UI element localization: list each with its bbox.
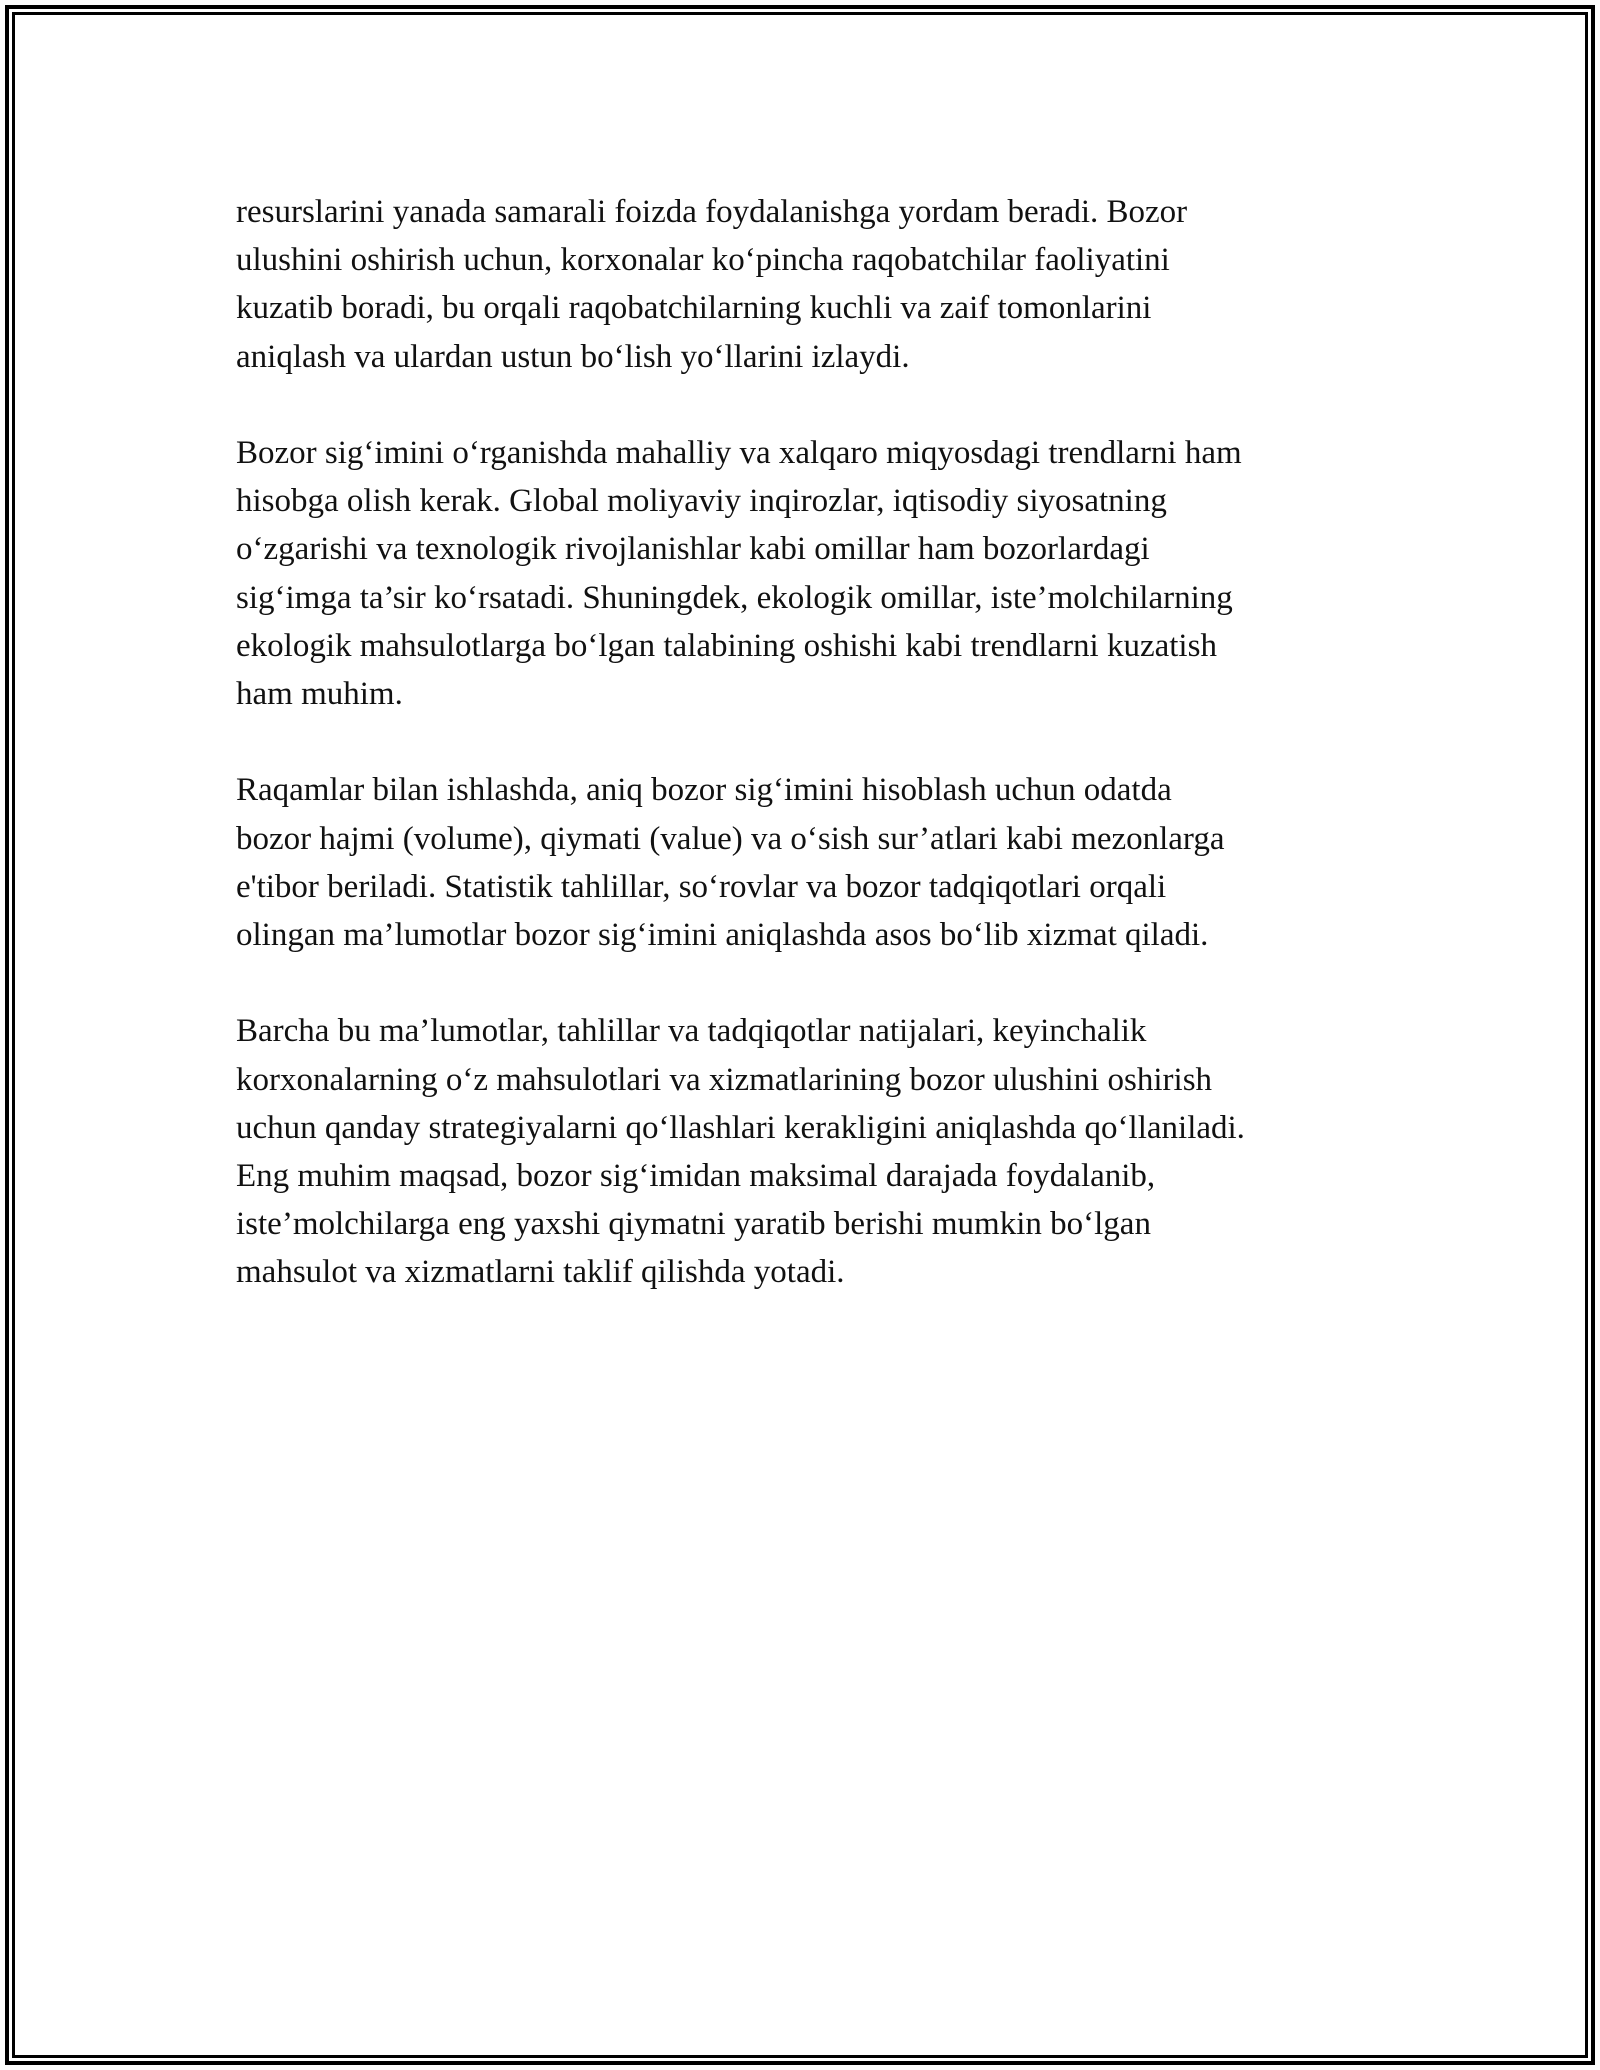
text-line: Barcha bu ma’lumotlar, tahlillar va tadqiqotlar natijalari, keyinchalik	[236, 1013, 1147, 1050]
text-line: hisobga olish kerak. Global moliyaviy inqirozlar, iqtisodiy siyosatning	[236, 483, 1167, 520]
text-line: mahsulot va xizmatlarni taklif qilishda yotadi.	[236, 1254, 845, 1291]
text-line: aniqlash va ulardan ustun bo‘lish yo‘llarini izlaydi.	[236, 338, 910, 375]
document-body	[236, 188, 1376, 1345]
paragraph	[236, 1007, 1376, 1296]
text-line: korxonalarning o‘z mahsulotlari va xizmatlarining bozor ulushini oshirish	[236, 1061, 1213, 1098]
paragraph	[236, 188, 1376, 381]
text-line: bozor hajmi (volume), qiymati (value) va o‘sish sur’atlari kabi mezonlarga	[236, 820, 1225, 857]
text-line: ham muhim.	[236, 676, 403, 713]
text-line: uchun qanday strategiyalarni qo‘llashlari kerakligini aniqlashda qo‘llaniladi.	[236, 1109, 1245, 1146]
text-line: iste’molchilarga eng yaxshi qiymatni yaratib berishi mumkin bo‘lgan	[236, 1206, 1151, 1243]
paragraph	[236, 429, 1376, 718]
text-line: Eng muhim maqsad, bozor sig‘imidan maksimal darajada foydalanib,	[236, 1158, 1156, 1195]
text-line: olingan ma’lumotlar bozor sig‘imini aniqlashda asos bo‘lib xizmat qiladi.	[236, 917, 1209, 954]
text-line: o‘zgarishi va texnologik rivojlanishlar kabi omillar ham bozorlardagi	[236, 531, 1150, 568]
text-line: Bozor sig‘imini o‘rganishda mahalliy va xalqaro miqyosdagi trendlarni ham	[236, 435, 1242, 471]
text-line: resurslarini yanada samarali foizda foydalanishga yordam beradi. Bozor	[236, 194, 1188, 230]
text-line: ekologik mahsulotlarga bo‘lgan talabining oshishi kabi trendlarni kuzatish	[236, 627, 1217, 664]
text-line: ulushini oshirish uchun, korxonalar ko‘pincha raqobatchilar faoliyatini	[236, 242, 1170, 279]
paragraph	[236, 766, 1376, 959]
text-line: kuzatib boradi, bu orqali raqobatchilarning kuchli va zaif tomonlarini	[236, 290, 1152, 327]
text-line: Raqamlar bilan ishlashda, aniq bozor sig‘imini hisoblash uchun odatda	[236, 772, 1172, 809]
text-line: e'tibor beriladi. Statistik tahlillar, so‘rovlar va bozor tadqiqotlari orqali	[236, 868, 1167, 905]
text-line: sig‘imga ta’sir ko‘rsatadi. Shuningdek, ekologik omillar, iste’molchilarning	[236, 579, 1233, 616]
